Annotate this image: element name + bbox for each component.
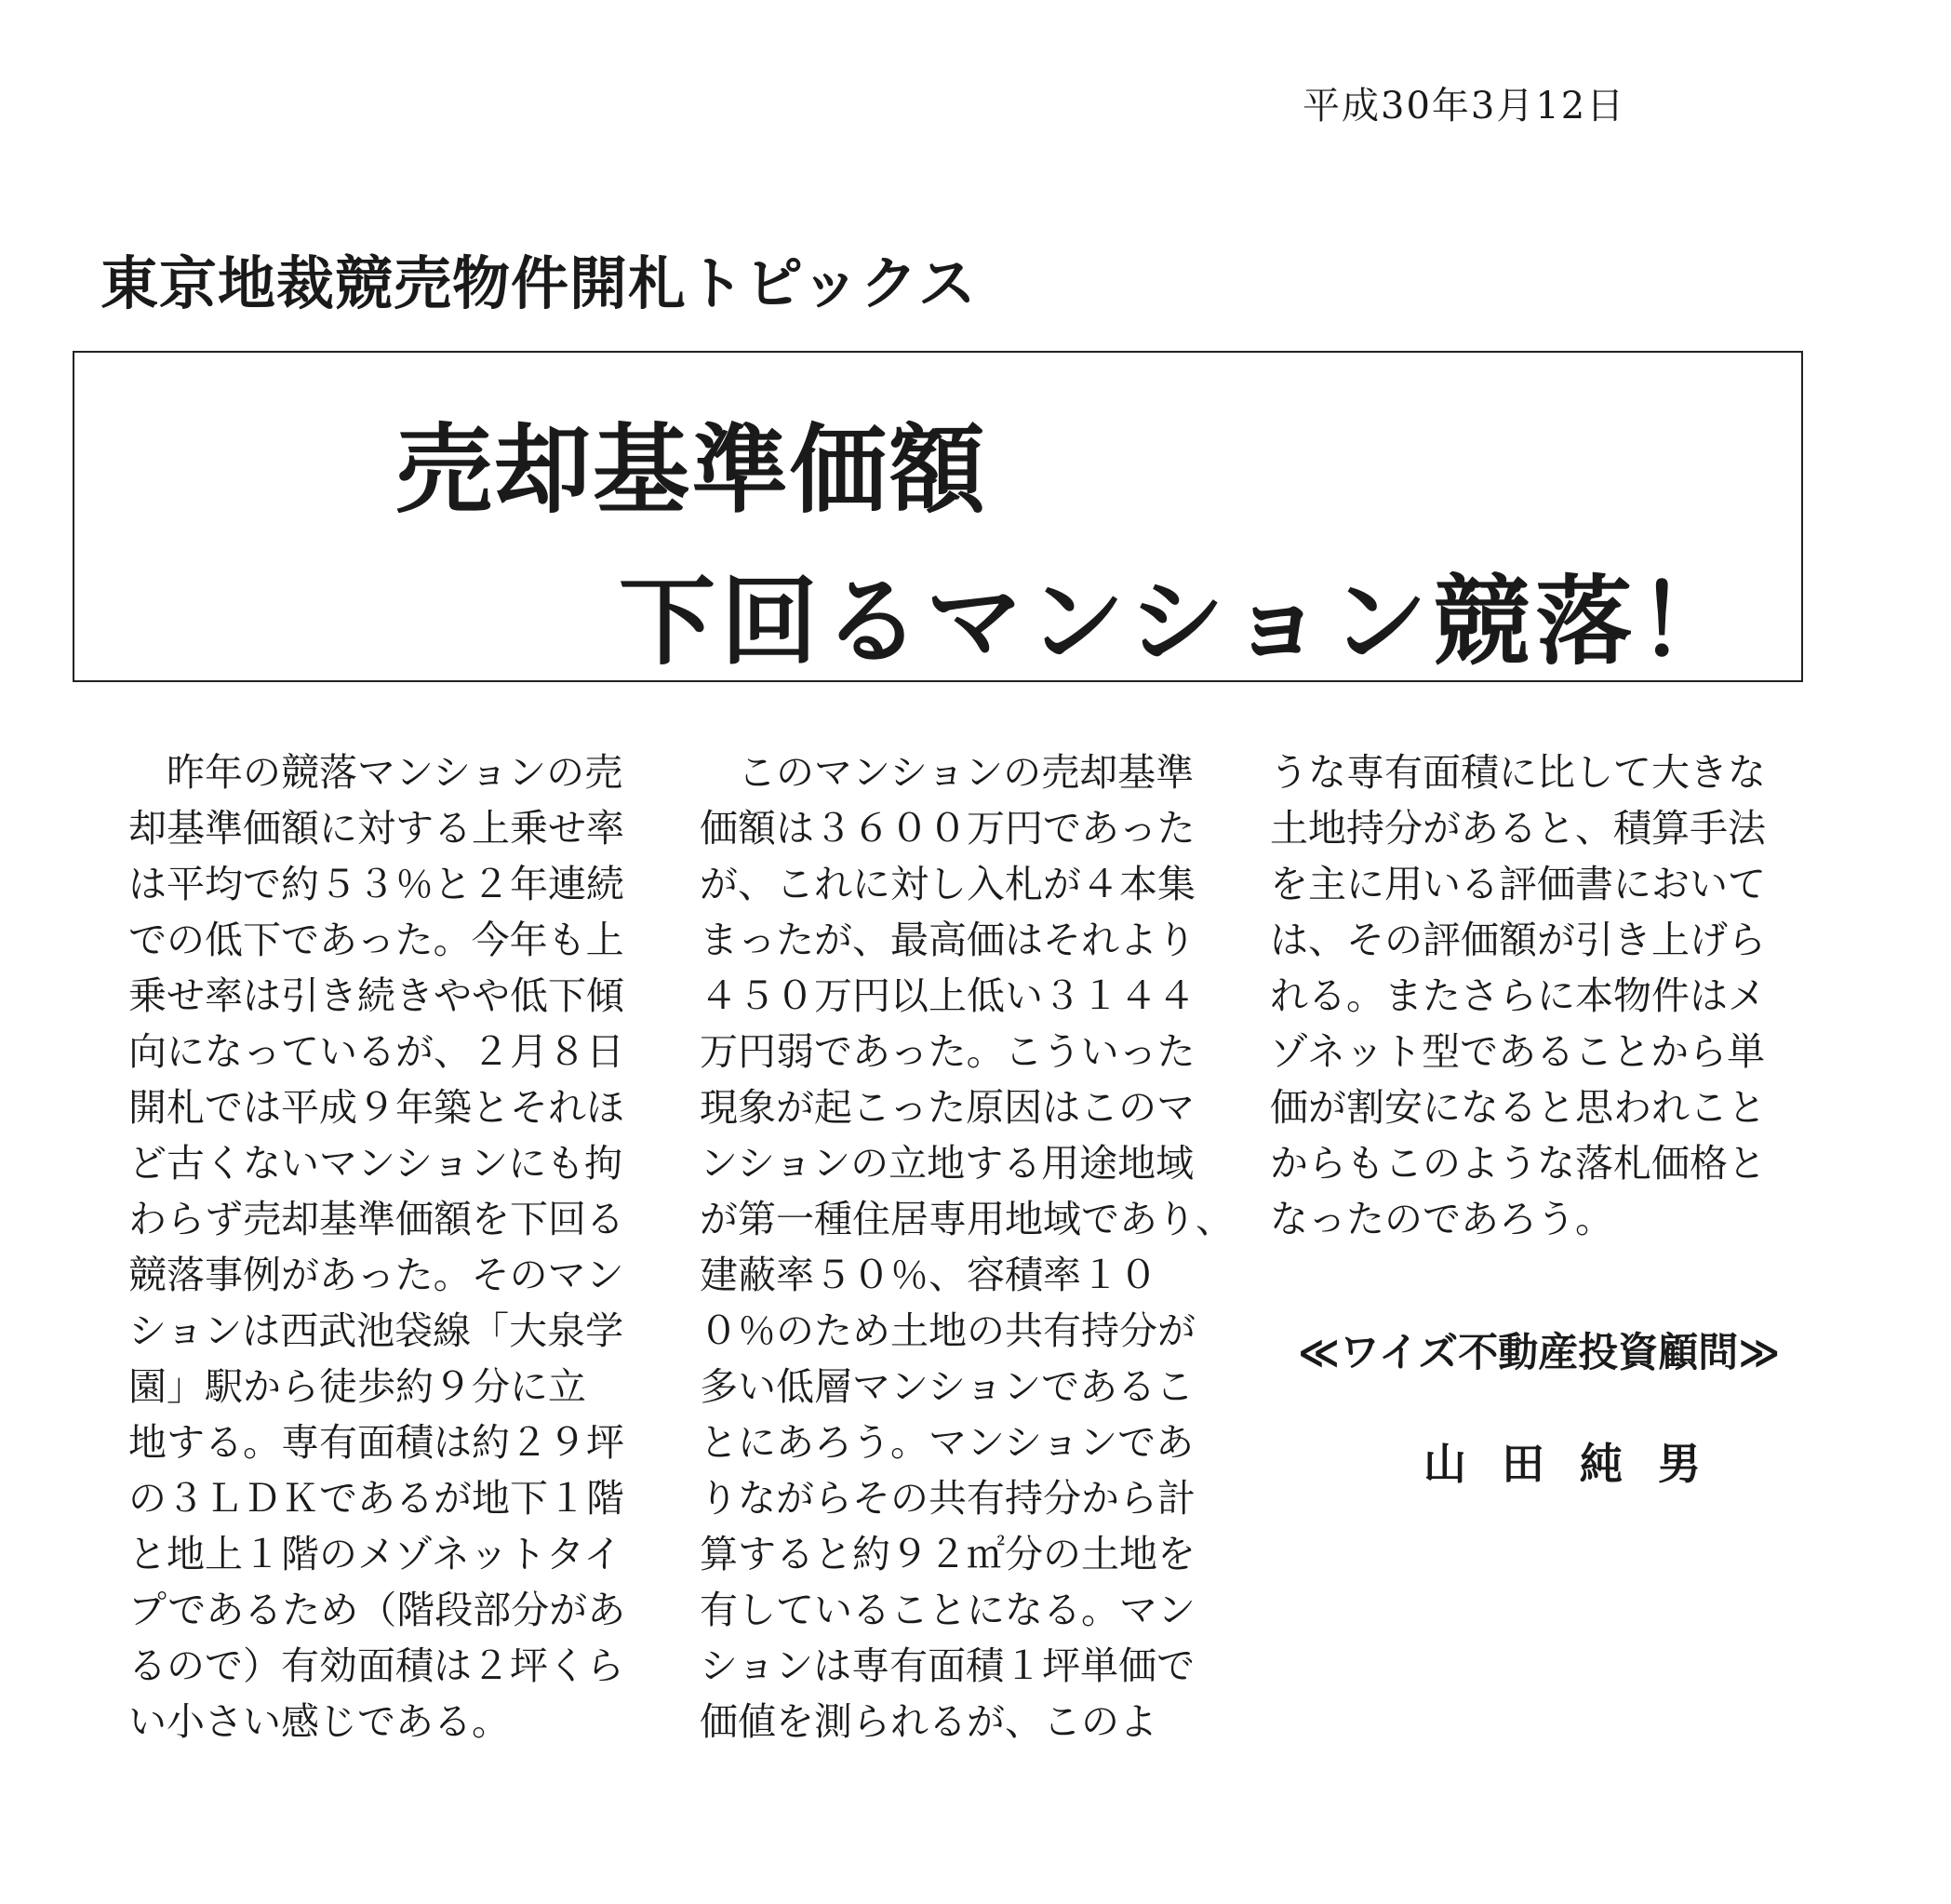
article-line: 乗せ率は引き続きやや低下傾: [128, 973, 624, 1018]
article-line: 地する。専有面積は約２９坪: [128, 1420, 624, 1465]
article-line: 昨年の競落マンションの売: [128, 750, 623, 795]
article-line: ションは西武池袋線「大泉学: [128, 1308, 624, 1353]
article-line: 土地持分があると、積算手法: [1270, 806, 1766, 851]
date-line: 平成30年3月12日: [1303, 85, 1626, 127]
article-line: とにあろう。マンションであ: [700, 1420, 1195, 1465]
article-line: このマンションの売却基準: [700, 750, 1195, 795]
headline-line-2: 下回るマンション競落！: [619, 565, 1741, 678]
company-name: ≪ワイズ不動産投資顧問≫: [1298, 1330, 1781, 1376]
article-line: での低下であった。今年も上: [128, 918, 624, 962]
article-line: が第一種住居専用地域であり、: [700, 1197, 1234, 1241]
article-line: るので）有効面積は２坪くら: [128, 1643, 624, 1688]
article-column-2: [700, 744, 1234, 1750]
headline-box: [73, 351, 1803, 682]
article-line: の３ＬＤＫであるが地下１階: [128, 1476, 624, 1521]
article-line: ンションの立地する用途地域: [700, 1141, 1195, 1186]
article-line: 建蔽率５０％、容積率１０: [700, 1253, 1157, 1297]
article-line: 競落事例があった。そのマン: [128, 1253, 624, 1297]
article-line: 価値を測られるが、このよ: [700, 1699, 1157, 1744]
article-line: まったが、最高価はそれより: [700, 918, 1196, 962]
article-line: 多い低層マンションであるこ: [700, 1364, 1195, 1409]
article-line: ションは専有面積１坪単価で: [700, 1643, 1196, 1688]
article-line: 現象が起こった原因はこのマ: [700, 1085, 1196, 1130]
author-name: 山田純男: [1423, 1439, 1736, 1489]
article-line: れる。またさらに本物件はメ: [1270, 973, 1766, 1018]
article-line: を主に用いる評価書において: [1270, 862, 1766, 906]
article-line: 価額は３６００万円であった: [700, 806, 1196, 851]
article-line: ４５０万円以上低い３１４４: [700, 973, 1196, 1018]
article-line: からもこのような落札価格と: [1270, 1141, 1766, 1186]
article-line: は平均で約５３％と２年連続: [128, 862, 624, 906]
article-line: い小さい感じである。: [128, 1699, 510, 1744]
article-line: うな専有面積に比して大きな: [1270, 750, 1766, 795]
article-line: 園」駅から徒歩約９分に立: [128, 1364, 586, 1409]
article-line: りながらその共有持分から計: [700, 1476, 1196, 1521]
article-line: 開札では平成９年築とそれほ: [128, 1085, 624, 1130]
article-line: 却基準価額に対する上乗せ率: [128, 806, 624, 851]
article-line: ゾネット型であることから単: [1270, 1029, 1766, 1074]
headline-line-1: 売却基準価額: [395, 413, 988, 527]
topic-title: 東京地裁競売物件開札トピックス: [100, 249, 977, 317]
article-line: が、これに対し入札が４本集: [700, 862, 1196, 906]
article-line: と地上１階のメゾネットタイ: [128, 1532, 622, 1576]
article-line: 万円弱であった。こういった: [700, 1029, 1196, 1074]
article-line: なったのであろう。: [1270, 1197, 1613, 1241]
article-line: ど古くないマンションにも拘: [128, 1141, 623, 1186]
article-line: は、その評価額が引き上げら: [1270, 918, 1766, 962]
article-line: 有していることになる。マン: [700, 1588, 1196, 1632]
article-line: プであるため（階段部分があ: [128, 1588, 626, 1632]
article-line: 価が割安になると思われこと: [1270, 1085, 1766, 1130]
article-column-1: [128, 744, 631, 1750]
article-line: 算すると約９２㎡分の土地を: [700, 1532, 1196, 1576]
article-line: 向になっているが、２月８日: [128, 1029, 624, 1074]
article-line: ０％のため土地の共有持分が: [700, 1308, 1196, 1353]
article-column-3: [1270, 744, 1772, 1247]
article-line: わらず売却基準価額を下回る: [128, 1197, 624, 1241]
